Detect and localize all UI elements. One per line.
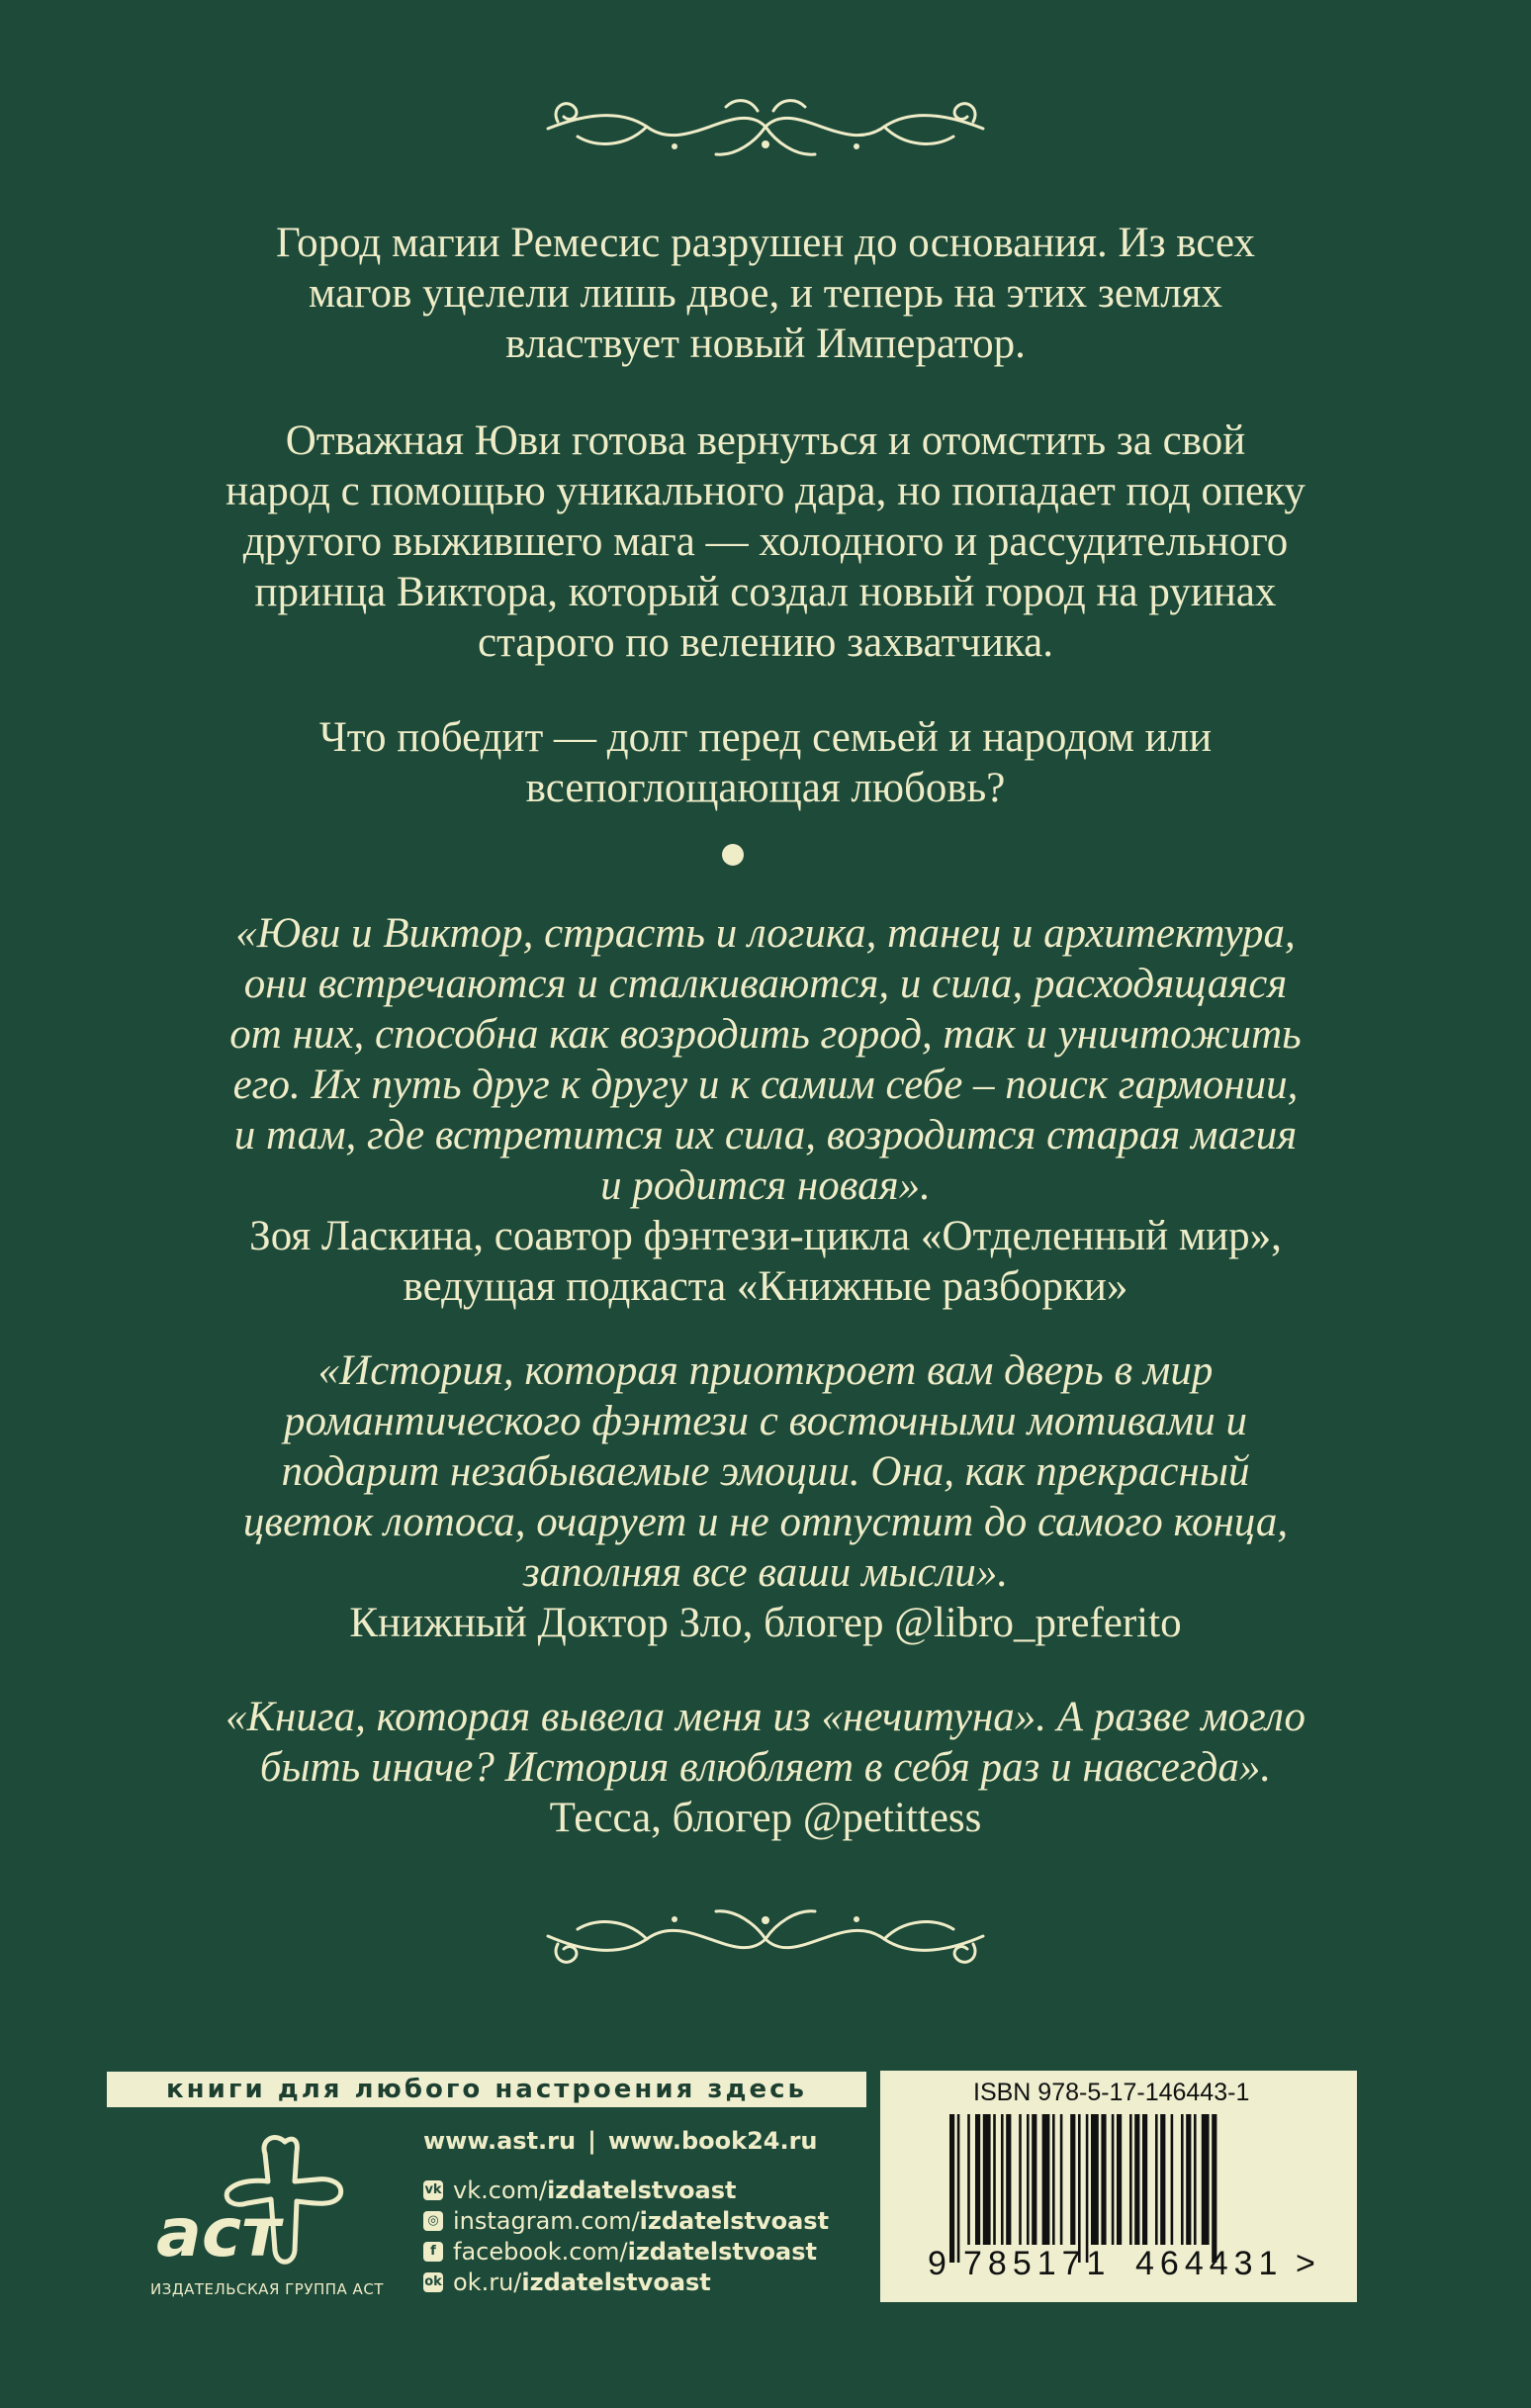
bottom-ornament-icon xyxy=(0,1885,1531,1993)
barcode-bar xyxy=(1001,2114,1004,2245)
barcode-bar xyxy=(1052,2114,1055,2245)
review-3 xyxy=(109,1692,1422,1843)
review-author-line: Зоя Ласкина, соавтор фэнтези-цикла «Отделенный мир», xyxy=(249,1213,1282,1259)
barcode-bar xyxy=(1006,2114,1011,2245)
review-quote-line: его. Их путь друг к другу и к самим себе – поиск гармонии, xyxy=(232,1062,1299,1108)
review-quote-line: они встречаются и сталкиваются, и сила, расходящаяся xyxy=(243,961,1288,1007)
review-author-line: ведущая подкаста «Книжные разборки» xyxy=(403,1263,1128,1310)
barcode-bar xyxy=(1212,2114,1216,2263)
top-ornament-icon xyxy=(0,87,1531,196)
review-quote-line: романтического фэнтези с восточными мотивами и xyxy=(284,1398,1247,1444)
publisher-tagline: книги для любого настроения здесь xyxy=(107,2072,866,2107)
social-link-instagram[interactable] xyxy=(423,2205,829,2236)
social-handle: izdatelstvoast xyxy=(627,2237,817,2266)
review-quote-line: и там, где встретится их сила, возродится старая магия xyxy=(233,1112,1298,1158)
review-2 xyxy=(109,1345,1422,1648)
barcode-bar xyxy=(1142,2114,1147,2245)
social-link-facebook[interactable] xyxy=(423,2236,829,2267)
isbn-number: ISBN 978-5-17-146443-1 xyxy=(973,2079,1250,2106)
barcode-bar xyxy=(1032,2114,1036,2245)
barcode-bar xyxy=(1171,2114,1174,2245)
barcode-bar xyxy=(1181,2114,1184,2245)
social-handle: izdatelstvoast xyxy=(547,2176,737,2204)
social-handle: izdatelstvoast xyxy=(521,2268,711,2296)
barcode-bar xyxy=(957,2114,960,2263)
review-author-line: Тесса, блогер @petittess xyxy=(549,1795,982,1841)
facebook-icon: f xyxy=(423,2242,443,2262)
barcode-bar xyxy=(1194,2114,1197,2245)
description-paragraph-3 xyxy=(109,712,1422,813)
site-separator: | xyxy=(587,2127,596,2155)
social-link-ok[interactable] xyxy=(423,2267,829,2297)
barcode-bar xyxy=(949,2114,954,2263)
barcode-bar xyxy=(1160,2114,1165,2245)
barcode-bar xyxy=(1070,2114,1075,2245)
barcode-bar xyxy=(975,2114,980,2245)
review-1 xyxy=(109,908,1422,1312)
description-line: магов уцелели лишь двое, и теперь на этих землях xyxy=(309,270,1222,317)
barcode-bar xyxy=(1086,2114,1089,2263)
barcode-panel xyxy=(880,2071,1357,2302)
description-line: принца Виктора, который создал новый город на руинах xyxy=(254,569,1277,615)
barcode-bar xyxy=(1134,2114,1139,2245)
review-quote-line: «История, которая приоткроет вам дверь в мир xyxy=(317,1347,1214,1394)
description-line: другого выжившего мага — холодного и рассудительного xyxy=(242,518,1289,565)
barcode-bar xyxy=(1042,2114,1050,2245)
social-handle: izdatelstvoast xyxy=(639,2206,830,2235)
barcode-bar xyxy=(1129,2114,1132,2245)
barcode-bar xyxy=(1202,2114,1210,2245)
barcode-bar xyxy=(967,2114,970,2245)
logo-letters: аст xyxy=(156,2194,281,2272)
description-line: властвует новый Император. xyxy=(505,321,1026,367)
barcode-bar xyxy=(1112,2114,1115,2245)
site-link-ast[interactable]: www.ast.ru xyxy=(423,2127,577,2155)
review-quote-line: цветок лотоса, очарует и не отпустит до самого конца, xyxy=(242,1499,1289,1545)
ast-logo-icon xyxy=(136,2122,384,2280)
barcode-bar xyxy=(1060,2114,1063,2245)
barcode-bar xyxy=(1155,2114,1158,2245)
social-links xyxy=(423,2175,829,2297)
instagram-icon: ◎ xyxy=(423,2211,443,2231)
review-quote-line: «Книга, которая вывела меня из «нечитуна». А разве могло xyxy=(225,1694,1306,1740)
review-quote-line: и родится новая». xyxy=(600,1162,931,1209)
description-line: народ с помощью уникального дара, но попадает под опеку xyxy=(225,468,1306,514)
social-prefix: vk.com/ xyxy=(453,2176,548,2204)
description-line: Что победит — долг перед семьей и народом или xyxy=(318,714,1213,761)
separator-dot xyxy=(722,844,744,866)
barcode-first-digit: 9 xyxy=(928,2245,946,2282)
publisher-sites xyxy=(423,2127,818,2155)
social-prefix: instagram.com/ xyxy=(453,2206,640,2235)
barcode-bar xyxy=(983,2114,991,2245)
description-line: старого по велению захватчика. xyxy=(478,619,1053,666)
publisher-caption: ИЗДАТЕЛЬСКАЯ ГРУППА АСТ xyxy=(150,2280,384,2298)
review-quote-line: подарит незабываемые эмоции. Она, как прекрасный xyxy=(281,1448,1250,1495)
barcode-bar xyxy=(1117,2114,1122,2245)
barcode-bar xyxy=(993,2114,996,2245)
description-line: Отважная Юви готова вернуться и отомстить за свой xyxy=(285,417,1246,464)
barcode-bar xyxy=(1078,2114,1081,2263)
description-paragraph-2 xyxy=(109,416,1422,668)
barcode-bar xyxy=(1019,2114,1022,2245)
barcode-group-1: 785171 xyxy=(963,2245,1112,2282)
barcode-icon xyxy=(949,2114,1306,2263)
description-paragraph-1 xyxy=(109,218,1422,369)
barcode-bar xyxy=(1091,2114,1099,2245)
description-line: всепоглощающая любовь? xyxy=(525,765,1006,811)
ok-icon: ok xyxy=(423,2272,443,2292)
description-line: Город магии Ремесис разрушен до основания. Из всех xyxy=(276,220,1255,266)
site-link-book24[interactable]: www.book24.ru xyxy=(607,2127,818,2155)
barcode-bar xyxy=(1101,2114,1106,2245)
review-quote-line: от них, способна как возродить город, так и уничтожить xyxy=(229,1011,1302,1058)
review-quote-line: «Юви и Виктор, страсть и логика, танец и архитектура, xyxy=(235,910,1296,957)
social-prefix: ok.ru/ xyxy=(453,2268,522,2296)
social-link-vk[interactable] xyxy=(423,2175,829,2205)
barcode-end-mark: > xyxy=(1296,2245,1315,2282)
review-quote-line: быть иначе? История влюбляет в себя раз и навсегда». xyxy=(259,1744,1272,1791)
review-quote-line: заполняя все ваши мысли». xyxy=(522,1549,1009,1596)
barcode-group-2: 464431 xyxy=(1135,2245,1284,2282)
review-author-line: Книжный Доктор Зло, блогер @libro_preferito xyxy=(349,1600,1182,1646)
social-prefix: facebook.com/ xyxy=(453,2237,628,2266)
vk-icon: vk xyxy=(423,2180,443,2200)
barcode-bar xyxy=(1186,2114,1191,2245)
barcode-digits xyxy=(928,2245,1315,2284)
barcode-bar xyxy=(1027,2114,1030,2245)
